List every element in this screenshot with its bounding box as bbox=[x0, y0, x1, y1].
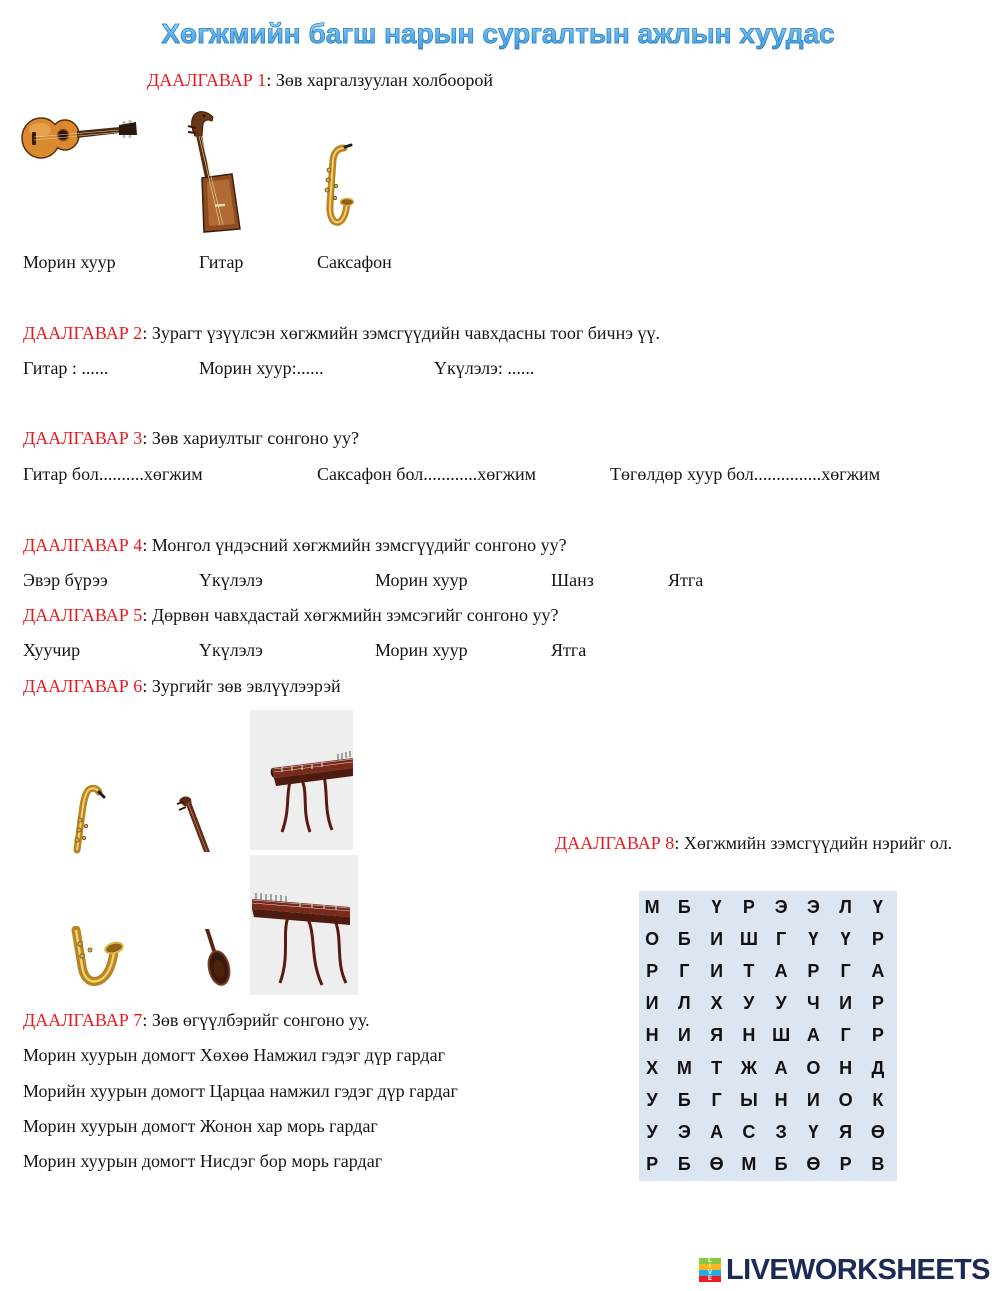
word-search-cell[interactable]: Э bbox=[806, 896, 820, 917]
word-search-cell[interactable]: Р bbox=[871, 928, 884, 949]
word-search-cell[interactable]: Я bbox=[839, 1121, 853, 1142]
word-search-cell[interactable]: Б bbox=[677, 928, 691, 949]
word-search-cell[interactable]: Ө bbox=[806, 1154, 821, 1175]
word-search-cell[interactable]: Р bbox=[646, 960, 659, 981]
word-search-cell[interactable]: Л bbox=[839, 896, 852, 917]
task1-heading bbox=[147, 70, 493, 90]
word-search-cell[interactable]: О bbox=[838, 1089, 853, 1110]
word-search-cell[interactable]: Ш bbox=[739, 928, 758, 949]
yatga-top-drawing bbox=[250, 710, 353, 850]
word-search-cell[interactable]: Р bbox=[871, 993, 884, 1014]
word-search-cell[interactable]: А bbox=[774, 1057, 788, 1078]
task5-heading bbox=[23, 605, 558, 625]
word-search-cell[interactable]: У bbox=[743, 993, 755, 1014]
saxophone-top-piece[interactable] bbox=[62, 784, 106, 854]
task1-instruction: : Зөв харгалзуулан холбоорой bbox=[266, 70, 493, 90]
word-search-cell[interactable]: Ш bbox=[772, 1025, 791, 1046]
word-search-cell[interactable]: А bbox=[774, 960, 788, 981]
word-search-cell[interactable]: З bbox=[775, 1121, 787, 1142]
word-search-cell[interactable]: И bbox=[645, 993, 659, 1014]
saxophone-bottom-piece[interactable] bbox=[70, 926, 124, 988]
task3-heading bbox=[23, 428, 359, 448]
instrument-type-saxophone[interactable]: Саксафон бол............хөгжим bbox=[317, 464, 537, 484]
task3-label: ДААЛГАВАР 3 bbox=[23, 428, 143, 448]
word-search-cell[interactable]: Р bbox=[871, 1025, 884, 1046]
task5-option[interactable]: Ятга bbox=[551, 640, 587, 660]
word-search-cell[interactable]: Х bbox=[646, 1057, 659, 1078]
task4-option[interactable]: Морин хуур bbox=[375, 570, 468, 590]
task7-sentence[interactable]: Морин хуурын домогт Жонон хар морь гардаг bbox=[23, 1116, 378, 1136]
task1-label: ДААЛГАВАР 1 bbox=[147, 70, 267, 90]
word-search-cell[interactable]: Ү bbox=[840, 928, 851, 949]
task3-instruction: : Зөв хариултыг сонгоно уу? bbox=[142, 428, 359, 448]
word-search-cell[interactable]: И bbox=[677, 1025, 691, 1046]
word-search-cell[interactable]: Н bbox=[742, 1025, 756, 1046]
saxophone-image[interactable] bbox=[306, 142, 354, 230]
word-search-cell[interactable]: Р bbox=[646, 1154, 659, 1175]
match-word-morin-khuur[interactable]: Морин хуур bbox=[23, 252, 116, 272]
word-search-cell[interactable]: У bbox=[646, 1089, 658, 1110]
word-search-cell[interactable]: М bbox=[644, 896, 660, 917]
word-search-cell[interactable]: Ө bbox=[870, 1121, 885, 1142]
word-search-cell[interactable]: А bbox=[871, 960, 885, 981]
string-count-morin-khuur[interactable]: Морин хуур:...... bbox=[199, 358, 324, 378]
task2-heading bbox=[23, 323, 660, 343]
word-search-cell[interactable]: Н bbox=[839, 1057, 853, 1078]
word-search-cell[interactable]: Б bbox=[677, 896, 691, 917]
yatga-bottom-piece[interactable] bbox=[250, 855, 358, 995]
word-search-cell[interactable]: Э bbox=[677, 1121, 691, 1142]
word-search-cell[interactable]: Ү bbox=[808, 1121, 819, 1142]
word-search-cell[interactable]: А bbox=[806, 1025, 820, 1046]
word-search-cell[interactable]: Ү bbox=[872, 896, 883, 917]
word-search-cell[interactable]: Р bbox=[839, 1154, 852, 1175]
liveworksheets-logo-icon bbox=[699, 1258, 721, 1283]
shanz-top-piece[interactable] bbox=[176, 794, 216, 854]
liveworksheets-logo-text: LIVEWORKSHEETS bbox=[726, 1254, 990, 1286]
word-search-cell[interactable]: О bbox=[645, 928, 660, 949]
task5-option[interactable]: Хуучир bbox=[23, 640, 81, 660]
task8-heading bbox=[555, 833, 952, 853]
word-search-cell[interactable]: Г bbox=[711, 1089, 722, 1110]
string-count-ukulele[interactable]: Үкүлэлэ: ...... bbox=[434, 358, 535, 378]
word-search-cell[interactable]: Х bbox=[710, 993, 723, 1014]
task7-heading bbox=[23, 1010, 370, 1030]
word-search-cell[interactable]: У bbox=[775, 993, 787, 1014]
word-search-cell[interactable]: Т bbox=[743, 960, 755, 981]
word-search-cell[interactable]: Б bbox=[774, 1154, 788, 1175]
word-search-cell[interactable]: Р bbox=[742, 896, 755, 917]
task4-option[interactable]: Шанз bbox=[551, 570, 594, 590]
word-search-cell[interactable]: Ч bbox=[807, 993, 820, 1014]
instrument-type-guitar[interactable]: Гитар бол..........хөгжим bbox=[23, 464, 203, 484]
match-word-guitar[interactable]: Гитар bbox=[199, 252, 244, 272]
word-search-cell[interactable]: Л bbox=[678, 993, 691, 1014]
word-search-cell[interactable]: Г bbox=[679, 960, 690, 981]
word-search-cell[interactable]: И bbox=[839, 993, 853, 1014]
logo-tile-e: E bbox=[699, 1276, 721, 1282]
word-search-cell[interactable]: Э bbox=[774, 896, 788, 917]
word-search-cell[interactable]: Н bbox=[774, 1089, 788, 1110]
match-word-saxophone[interactable]: Саксафон bbox=[317, 252, 392, 272]
worksheet-title: Хөгжмийн багш нарын сургалтын ажлын хуудас bbox=[0, 17, 996, 51]
word-search-cell[interactable]: Я bbox=[710, 1025, 724, 1046]
word-search-cell[interactable]: Н bbox=[645, 1025, 659, 1046]
word-search-cell[interactable]: Р bbox=[807, 960, 820, 981]
task7-sentence[interactable]: Морин хуурын домогт Хөхөө Намжил гэдэг дүр гардаг bbox=[23, 1045, 445, 1065]
task7-label: ДААЛГАВАР 7 bbox=[23, 1010, 143, 1030]
task7-sentence[interactable]: Морийн хуурын домогт Царцаа намжил гэдэг дүр гардаг bbox=[23, 1081, 458, 1101]
yatga-bottom-drawing bbox=[250, 855, 358, 995]
morin-khuur-image[interactable] bbox=[182, 108, 244, 236]
word-search-cell[interactable]: М bbox=[676, 1057, 692, 1078]
word-search-cell[interactable]: И bbox=[710, 928, 724, 949]
word-search-cell[interactable]: Б bbox=[677, 1154, 691, 1175]
word-search-cell[interactable]: У bbox=[646, 1121, 658, 1142]
word-search-cell[interactable]: Т bbox=[711, 1057, 723, 1078]
word-search-cell[interactable]: Ж bbox=[740, 1057, 758, 1078]
yatga-top-piece[interactable] bbox=[250, 710, 353, 850]
task5-instruction: : Дөрвөн чавхдастай хөгжмийн зэмсэгийг сонгоно уу? bbox=[142, 605, 559, 625]
word-search-cell[interactable]: М bbox=[741, 1154, 757, 1175]
task5-label: ДААЛГАВАР 5 bbox=[23, 605, 143, 625]
word-search-grid bbox=[639, 891, 897, 1181]
word-search-cell[interactable]: В bbox=[871, 1154, 885, 1175]
task8-label: ДААЛГАВАР 8 bbox=[555, 833, 675, 853]
logo-tile-i: I bbox=[699, 1264, 721, 1270]
guitar-image[interactable] bbox=[20, 108, 138, 162]
task4-label: ДААЛГАВАР 4 bbox=[23, 535, 143, 555]
task2-label: ДААЛГАВАР 2 bbox=[23, 323, 143, 343]
word-search-cell[interactable]: Б bbox=[677, 1089, 691, 1110]
word-search-cell[interactable]: Ы bbox=[740, 1089, 758, 1110]
task8-instruction: : Хөгжмийн зэмсгүүдийн нэрийг ол. bbox=[674, 833, 953, 853]
task4-option[interactable]: Үкүлэлэ bbox=[199, 570, 263, 590]
word-search-cell[interactable]: Г bbox=[840, 960, 851, 981]
word-search-cell[interactable]: Ү bbox=[808, 928, 819, 949]
task7-sentence[interactable]: Морин хуурын домогт Нисдэг бор морь гардаг bbox=[23, 1151, 383, 1171]
task4-option[interactable]: Ятга bbox=[668, 570, 704, 590]
word-search-cell[interactable]: Г bbox=[776, 928, 787, 949]
word-search-cell[interactable]: И bbox=[710, 960, 724, 981]
word-search-cell[interactable]: С bbox=[742, 1121, 756, 1142]
task5-option[interactable]: Үкүлэлэ bbox=[199, 640, 263, 660]
word-search-cell[interactable]: К bbox=[872, 1089, 884, 1110]
word-search-cell[interactable]: Ө bbox=[709, 1154, 724, 1175]
word-search-cell[interactable]: Ү bbox=[711, 896, 722, 917]
task6-heading bbox=[23, 676, 341, 696]
task6-label: ДААЛГАВАР 6 bbox=[23, 676, 143, 696]
logo-tile-l: L bbox=[699, 1258, 721, 1264]
string-count-guitar[interactable]: Гитар : ...... bbox=[23, 358, 109, 378]
task2-instruction: : Зурагт үзүүлсэн хөгжмийн зэмсгүүдийн чавхдасны тоог бичнэ үү. bbox=[142, 323, 660, 343]
word-search-cell[interactable]: О bbox=[806, 1057, 821, 1078]
task4-instruction: : Монгол үндэсний хөгжмийн зэмсгүүдийг сонгоно уу? bbox=[142, 535, 567, 555]
shanz-bottom-piece[interactable] bbox=[202, 928, 236, 988]
instrument-type-piano[interactable]: Төгөлдөр хуур бол...............хөгжим bbox=[610, 464, 881, 484]
task4-option[interactable]: Эвэр бүрээ bbox=[23, 570, 108, 590]
word-search-cell[interactable]: И bbox=[806, 1089, 820, 1110]
task6-instruction: : Зургийг зөв эвлүүлээрэй bbox=[142, 676, 341, 696]
word-search-cell[interactable]: А bbox=[710, 1121, 724, 1142]
task4-heading bbox=[23, 535, 567, 555]
task7-instruction: : Зөв өгүүлбэрийг сонгоно уу. bbox=[142, 1010, 370, 1030]
task5-option[interactable]: Морин хуур bbox=[375, 640, 468, 660]
word-search-cell[interactable]: Г bbox=[840, 1025, 851, 1046]
word-search-cell[interactable]: Д bbox=[871, 1057, 885, 1078]
logo-tile-v: V bbox=[699, 1270, 721, 1276]
